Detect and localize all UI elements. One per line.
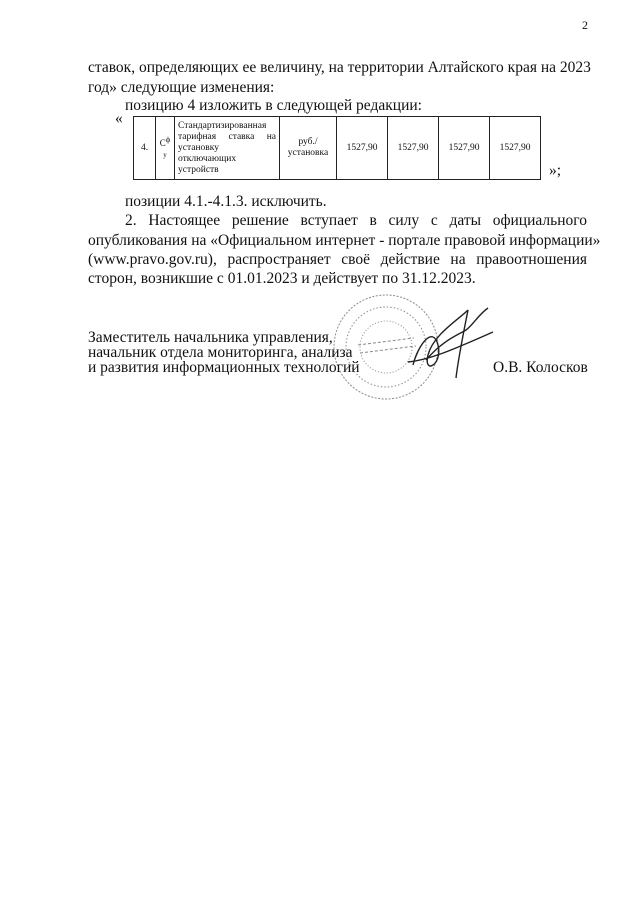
paragraph2-line-4: сторон, возникшие с 01.01.2023 и действует по 31.12.2023. [88,270,476,287]
signer-position-line-3: и развития информационных технологий [88,359,360,376]
rate-value: 1527,90 [388,117,439,180]
signer-position-line-1: Заместитель начальника управления, [88,329,333,346]
signer-name: О.В. Колосков [493,359,588,376]
tariff-table [133,116,541,180]
symbol-superscript: ф [165,136,171,144]
paragraph2-line-2: опубликования на «Официальном интернет - портале правовой информации» [88,232,601,249]
rate-value: 1527,90 [490,117,541,180]
quote-close: »; [549,162,562,179]
quote-open: « [115,110,123,127]
rate-value: 1527,90 [439,117,490,180]
signer-position-line-2: начальник отдела мониторинга, анализа [88,344,353,361]
intro-line-3: позицию 4 изложить в следующей редакции: [125,97,422,114]
rate-name: Стандартизированная тарифная ставка на установку отключающих устройств [175,117,280,180]
row-number: 4. [134,117,156,180]
intro-line-2: год» следующие изменения: [88,79,275,96]
paragraph2-line-1: 2. Настоящее решение вступает в силу с даты официального [125,212,587,229]
symbol-main: С [159,138,166,148]
symbol-subscript: у [163,151,167,159]
rate-unit: руб./ установка [280,117,337,180]
page-number: 2 [582,18,588,32]
paragraph2-line-3: (www.pravo.gov.ru), распространяет своё действие на правоотношения [88,251,587,268]
rate-value: 1527,90 [337,117,388,180]
table-row [134,117,541,180]
rate-symbol [156,117,175,180]
exclude-line: позиции 4.1.-4.1.3. исключить. [125,193,327,210]
intro-line-1: ставок, определяющих ее величину, на территории Алтайского края на 2023 [88,59,591,76]
